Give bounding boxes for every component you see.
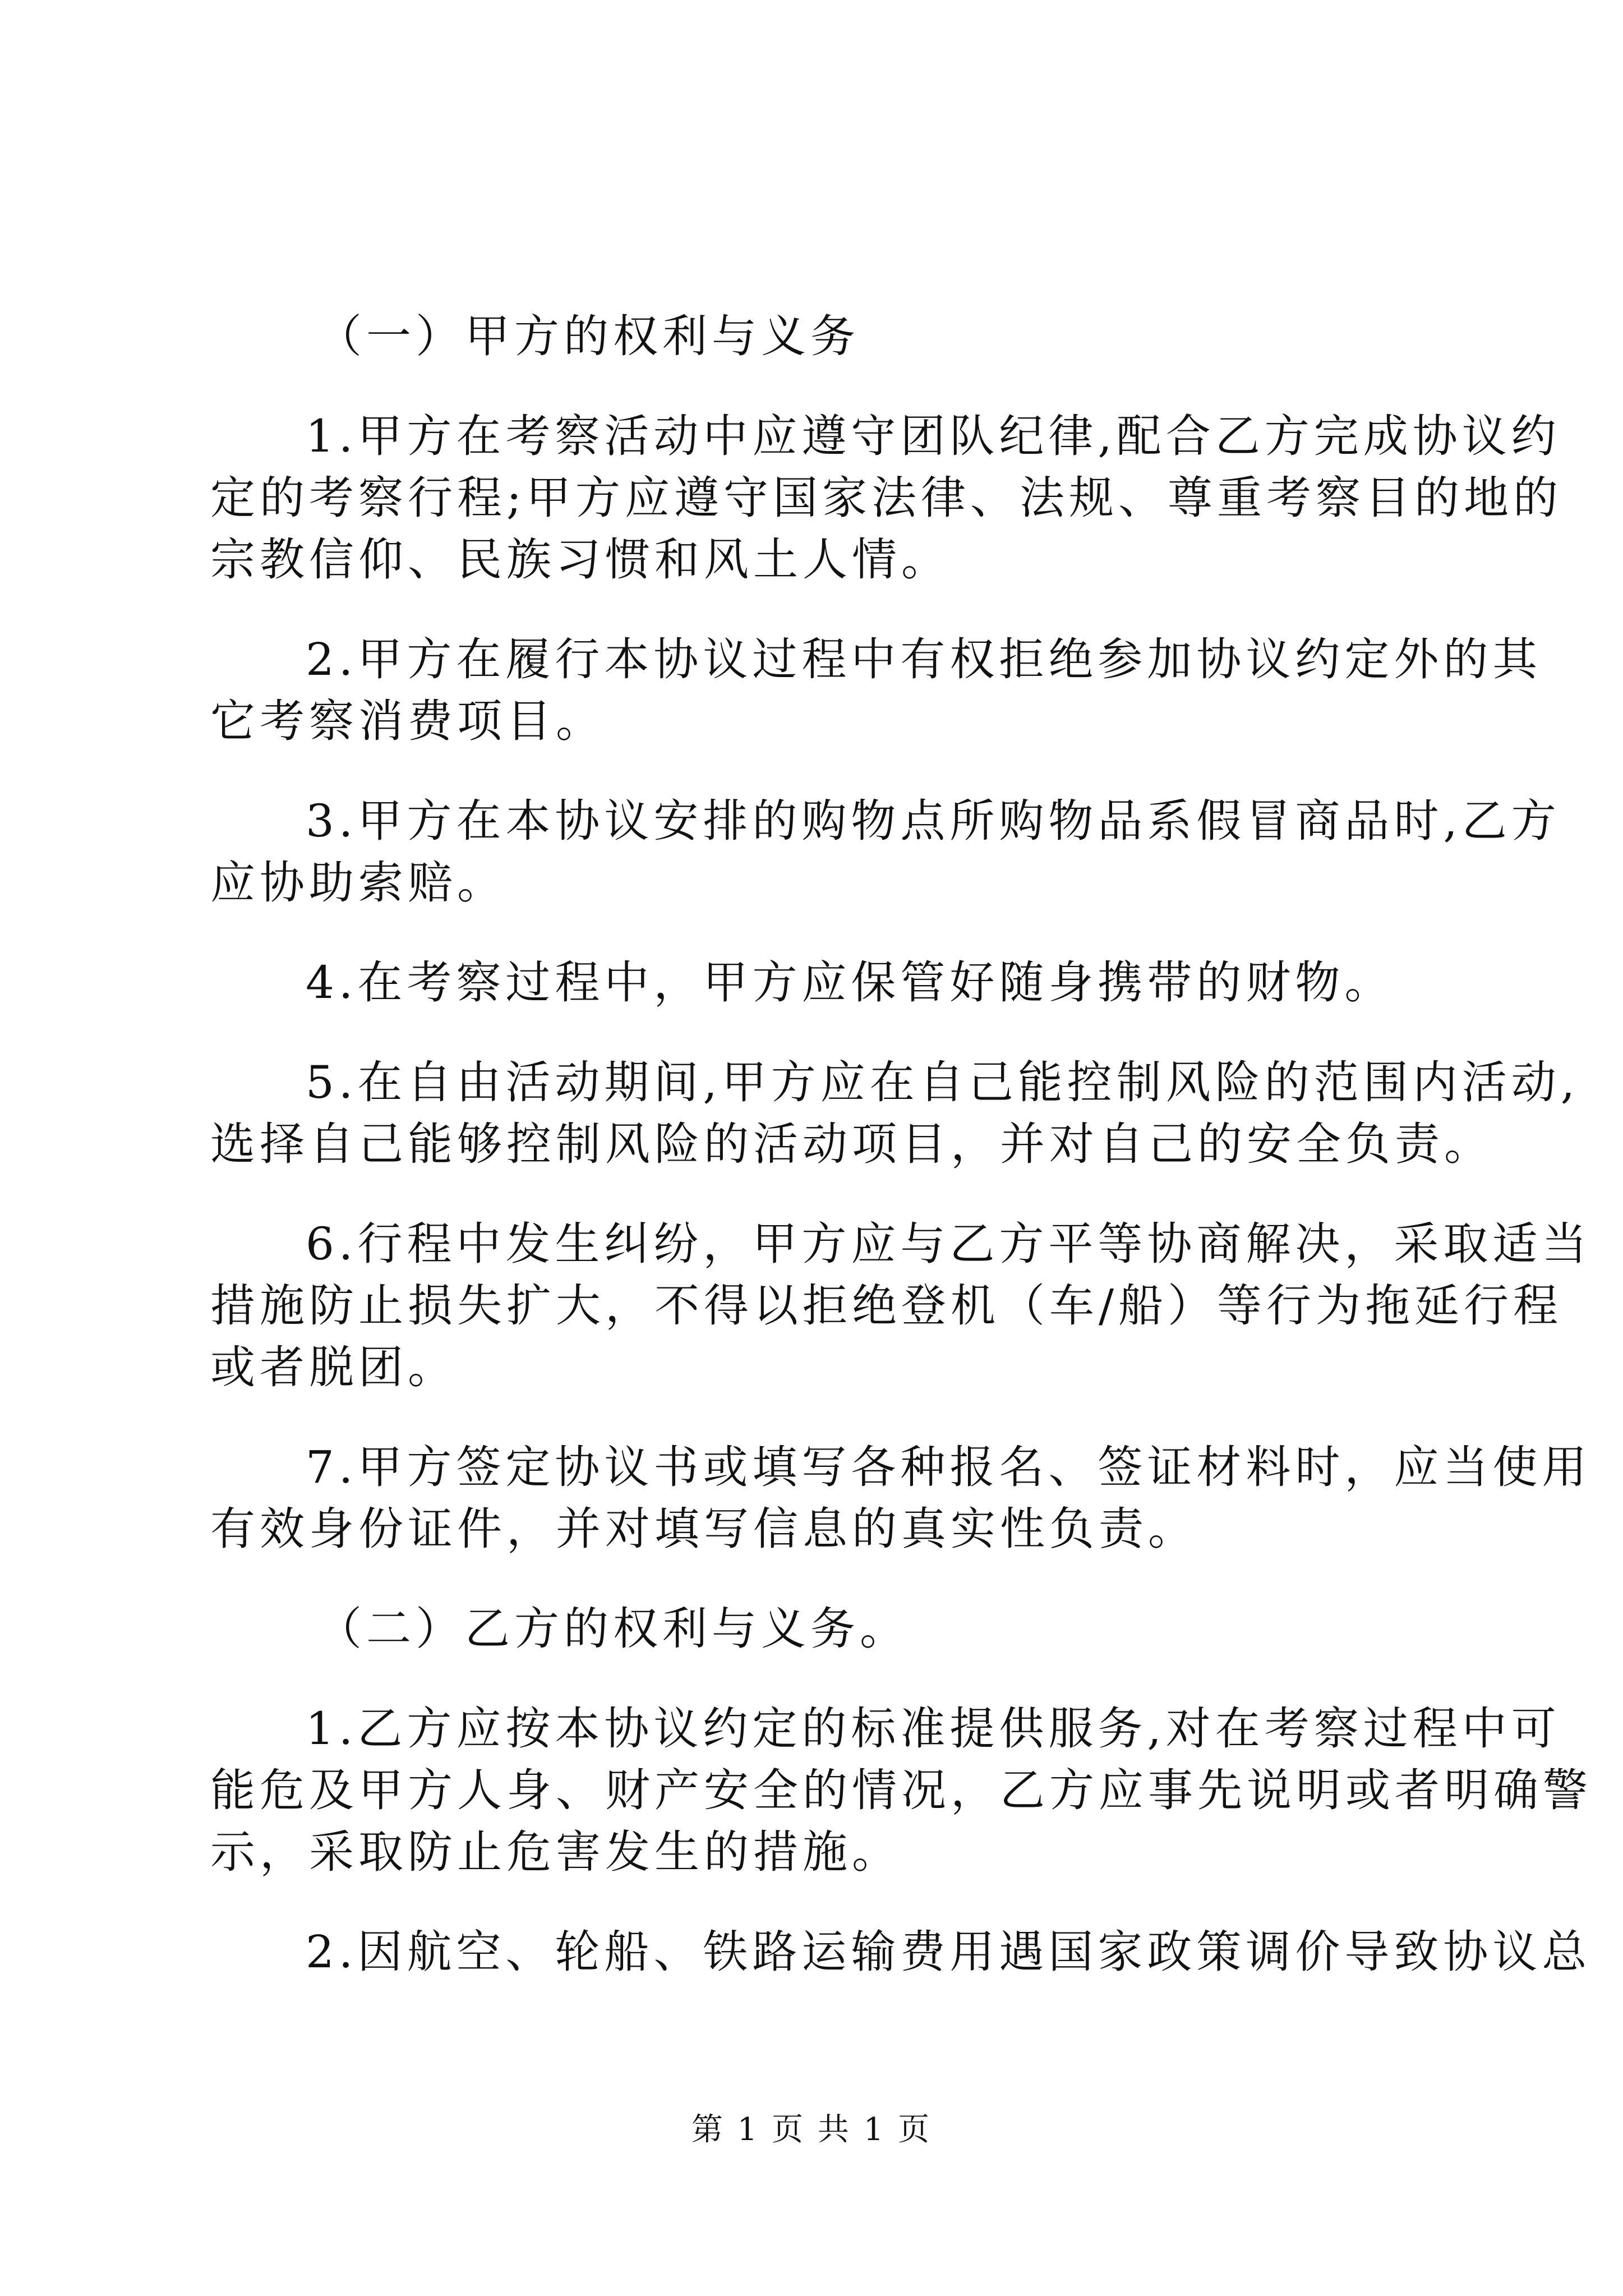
paragraph-line: 1.甲方在考察活动中应遵守团队纪律,配合乙方完成协议约 <box>306 410 1561 462</box>
section-heading-party-a: （一）甲方的权利与义务 <box>317 310 860 362</box>
paragraph-line: 定的考察行程;甲方应遵守国家法律、法规、尊重考察目的地的 <box>210 472 1562 524</box>
paragraph-line: 2.甲方在履行本协议过程中有权拒绝参加协议约定外的其 <box>306 633 1542 685</box>
paragraph-line: 示，采取防止危害发生的措施。 <box>210 1826 901 1878</box>
page-footer: 第 1 页 共 1 页 <box>691 2111 932 2148</box>
paragraph-line: 1.乙方应按本协议约定的标准提供服务,对在考察过程中可 <box>306 1703 1561 1755</box>
paragraph-line: 有效身份证件，并对填写信息的真实性负责。 <box>210 1503 1197 1555</box>
paragraph-line: 或者脱团。 <box>210 1341 457 1393</box>
document-body <box>210 306 1592 1983</box>
section-heading-party-b: （二）乙方的权利与义务。 <box>317 1603 909 1655</box>
paragraph-line: 3.甲方在本协议安排的购物点所购物品系假冒商品时,乙方 <box>306 795 1561 847</box>
paragraph-line: 5.在自由活动期间,甲方应在自己能控制风险的范围内活动, <box>306 1056 1580 1108</box>
paragraph-line: 能危及甲方人身、财产安全的情况，乙方应事先说明或者明确警 <box>210 1764 1592 1816</box>
paragraph-line: 应协助索赔。 <box>210 857 506 909</box>
paragraph-line: 6.行程中发生纠纷，甲方应与乙方平等协商解决，采取适当 <box>306 1218 1592 1270</box>
paragraph-line: 7.甲方签定协议书或填写各种报名、签证材料时，应当使用 <box>306 1441 1592 1493</box>
paragraph-line: 宗教信仰、民族习惯和风土人情。 <box>210 533 951 586</box>
paragraph-line: 4.在考察过程中，甲方应保管好随身携带的财物。 <box>306 956 1394 1009</box>
paragraph-line: 它考察消费项目。 <box>210 695 605 747</box>
paragraph-line: 选择自己能够控制风险的活动项目，并对自己的安全负责。 <box>210 1118 1493 1170</box>
paragraph-line: 措施防止损失扩大，不得以拒绝登机（车/船）等行为拖延行程 <box>210 1280 1562 1332</box>
paragraph-line: 2.因航空、轮船、铁路运输费用遇国家政策调价导致协议总 <box>306 1926 1592 1978</box>
